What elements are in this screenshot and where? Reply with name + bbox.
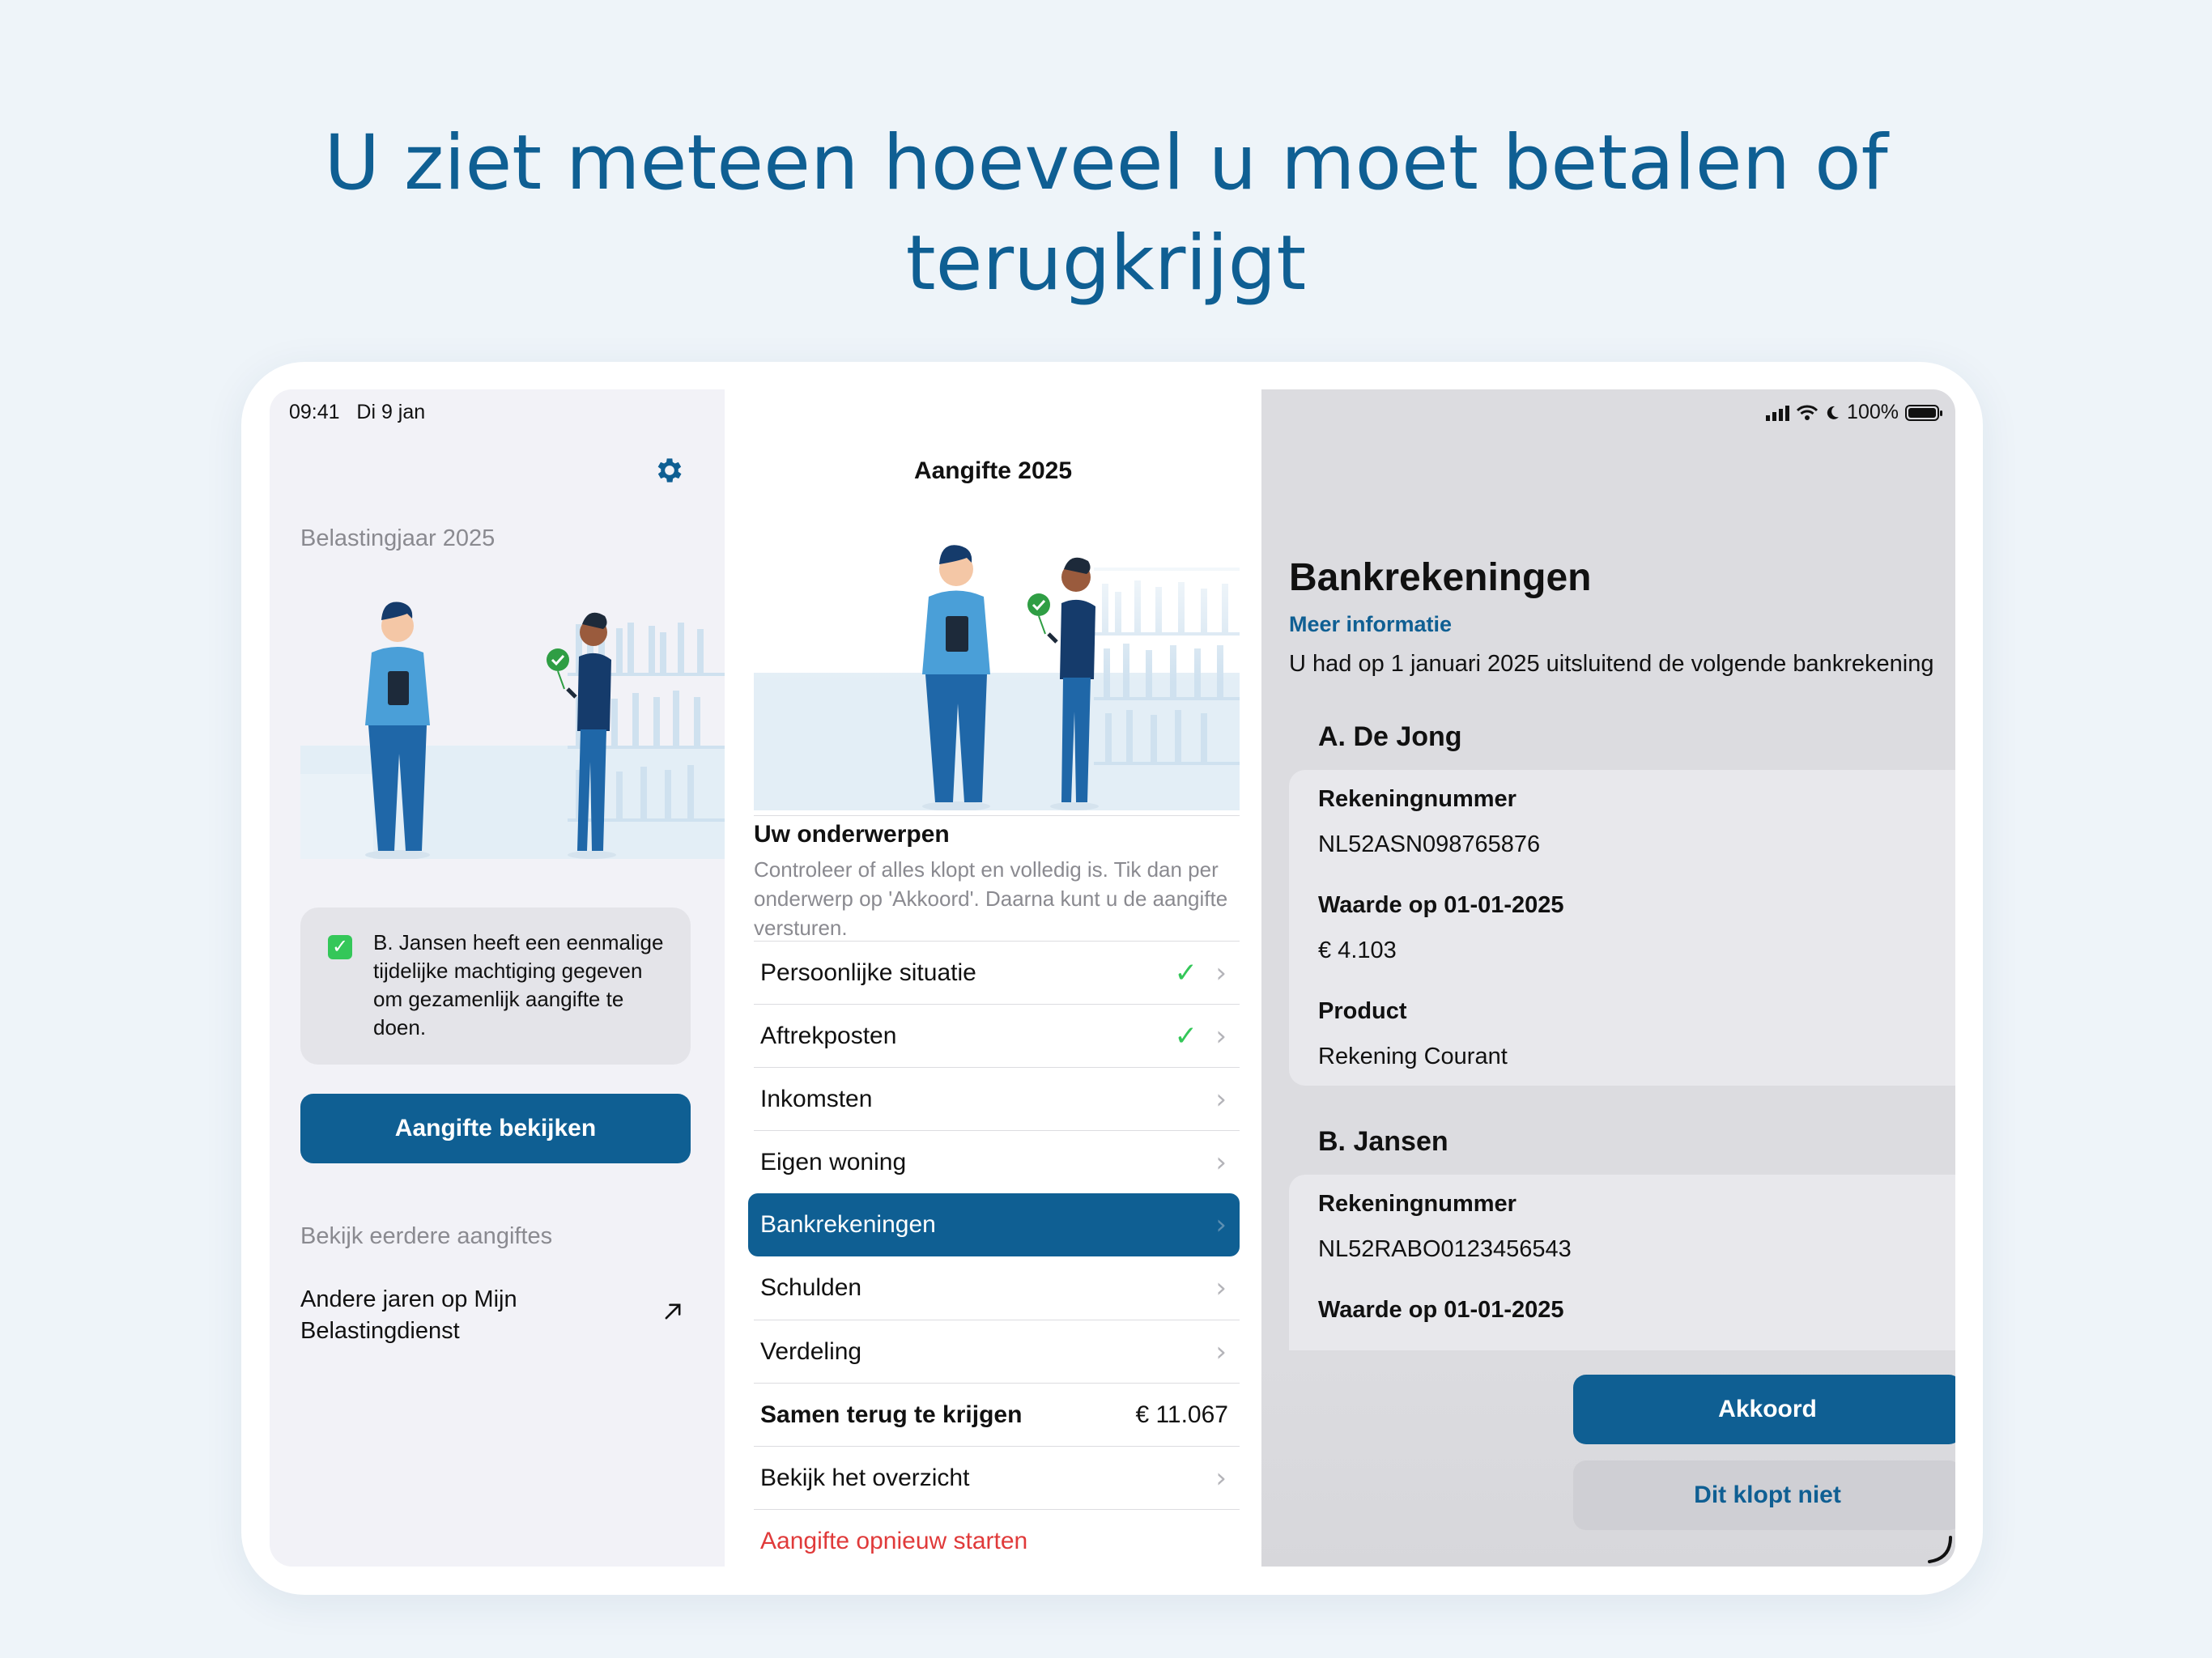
- field-label: Rekeningnummer: [1318, 1191, 1516, 1217]
- field-value: Rekening Courant: [1318, 1044, 1508, 1069]
- topic-label: Eigen woning: [760, 1149, 907, 1175]
- wifi-icon: [1797, 405, 1818, 421]
- status-time: [289, 401, 425, 424]
- field-label: Waarde op 01-01-2025: [1318, 1297, 1564, 1323]
- signal-icon: [1766, 405, 1790, 421]
- topic-label: Verdeling: [760, 1338, 862, 1365]
- chevron-right-icon: ›: [1215, 1020, 1227, 1052]
- topics-pane: [725, 389, 1262, 1567]
- moon-icon: [1824, 405, 1840, 421]
- status-indicators: [1766, 401, 1939, 424]
- restart-return-row[interactable]: [754, 1509, 1240, 1567]
- total-refund-value: € 11.067: [1135, 1401, 1228, 1428]
- other-years-link[interactable]: Andere jaren op Mijn Belastingdienst: [300, 1286, 517, 1344]
- gear-icon[interactable]: [653, 454, 686, 487]
- total-refund-row: [754, 1383, 1240, 1446]
- return-title: Aangifte 2025: [913, 457, 1073, 484]
- field-value: € 4.103: [1318, 937, 1397, 963]
- topic-label: Schulden: [760, 1274, 862, 1301]
- earlier-returns-label: Bekijk eerdere aangiftes: [300, 1223, 553, 1249]
- chevron-right-icon: ›: [1215, 1209, 1227, 1241]
- status-date: Di 9 jan: [356, 401, 426, 423]
- total-refund-label: Samen terug te krijgen: [760, 1401, 1023, 1428]
- status-clock: 09:41: [289, 401, 340, 423]
- topic-row-own-home[interactable]: [754, 1130, 1240, 1193]
- incorrect-button[interactable]: Dit klopt niet: [1573, 1460, 1955, 1530]
- view-return-button[interactable]: Aangifte bekijken: [300, 1094, 691, 1163]
- checkmark-icon: ✓: [1174, 957, 1197, 989]
- arrow-up-right-icon[interactable]: [661, 1300, 684, 1323]
- field-label: Product: [1318, 998, 1407, 1024]
- tablet-screen: [270, 389, 1955, 1567]
- topic-row-distribution[interactable]: [754, 1320, 1240, 1383]
- headline: [0, 113, 2212, 314]
- battery-percentage: 100%: [1847, 401, 1899, 423]
- chevron-right-icon: ›: [1215, 1462, 1227, 1494]
- divider: [754, 815, 1240, 816]
- headline-line-2: terugkrijgt: [905, 219, 1307, 308]
- topic-label: Inkomsten: [760, 1086, 873, 1112]
- topic-label: Persoonlijke situatie: [760, 959, 976, 986]
- topic-row-deductions[interactable]: [754, 1004, 1240, 1067]
- account-holder-name: A. De Jong: [1318, 721, 1462, 752]
- topics-title: Uw onderwerpen: [754, 821, 950, 848]
- overview-row[interactable]: [754, 1446, 1240, 1509]
- people-illustration: [754, 527, 1240, 810]
- headline-line-1: U ziet meteen hoeveel u moet betalen of: [324, 119, 1888, 207]
- chevron-right-icon: ›: [1215, 1083, 1227, 1116]
- field-value: NL52RABO0123456543: [1318, 1236, 1572, 1262]
- authorization-notice: [300, 908, 691, 1065]
- checkmark-icon: ✓: [1174, 1020, 1197, 1052]
- chevron-right-icon: ›: [1215, 1336, 1227, 1368]
- topic-row-income[interactable]: [754, 1067, 1240, 1130]
- topic-label: Aftrekposten: [760, 1022, 897, 1049]
- battery-icon: [1905, 405, 1939, 421]
- topics-description: Controleer of alles klopt en volledig is. Tik dan per onderwerp op 'Akkoord'. Daarna kunt u de aangifte versturen.: [754, 857, 1228, 940]
- more-info-link[interactable]: Meer informatie: [1289, 612, 1453, 636]
- checkbox-checked-icon: ✓: [328, 935, 352, 959]
- agree-button[interactable]: Akkoord: [1573, 1375, 1955, 1444]
- detail-intro: U had op 1 januari 2025 uitsluitend de volgende bankrekening: [1289, 651, 1934, 677]
- overview-label: Bekijk het overzicht: [760, 1465, 970, 1491]
- field-value: NL52ASN098765876: [1318, 831, 1541, 857]
- topic-row-personal-situation[interactable]: [754, 941, 1240, 1004]
- account-card: [1289, 770, 1955, 1086]
- resize-handle-icon: [1923, 1534, 1955, 1567]
- detail-title: Bankrekeningen: [1289, 556, 1592, 599]
- field-label: Waarde op 01-01-2025: [1318, 892, 1564, 918]
- people-illustration: [300, 576, 725, 859]
- chevron-right-icon: ›: [1215, 1146, 1227, 1179]
- restart-return-label: Aangifte opnieuw starten: [760, 1528, 1028, 1554]
- field-label: Rekeningnummer: [1318, 786, 1516, 812]
- detail-pane: [1261, 389, 1955, 1567]
- account-holder-name: B. Jansen: [1318, 1126, 1448, 1157]
- topic-row-debts[interactable]: [754, 1256, 1240, 1320]
- topic-label: Bankrekeningen: [760, 1211, 936, 1238]
- chevron-right-icon: ›: [1215, 957, 1227, 989]
- tax-year-label: Belastingjaar 2025: [300, 525, 496, 551]
- chevron-right-icon: ›: [1215, 1272, 1227, 1304]
- topic-row-bank-accounts[interactable]: [748, 1193, 1240, 1256]
- battery-level: [1908, 408, 1936, 418]
- sidebar: [270, 389, 725, 1567]
- authorization-notice-text: B. Jansen heeft een eenmalige tijdelijke machtiging gegeven om gezamenlijk aangifte te doen.: [373, 930, 664, 1039]
